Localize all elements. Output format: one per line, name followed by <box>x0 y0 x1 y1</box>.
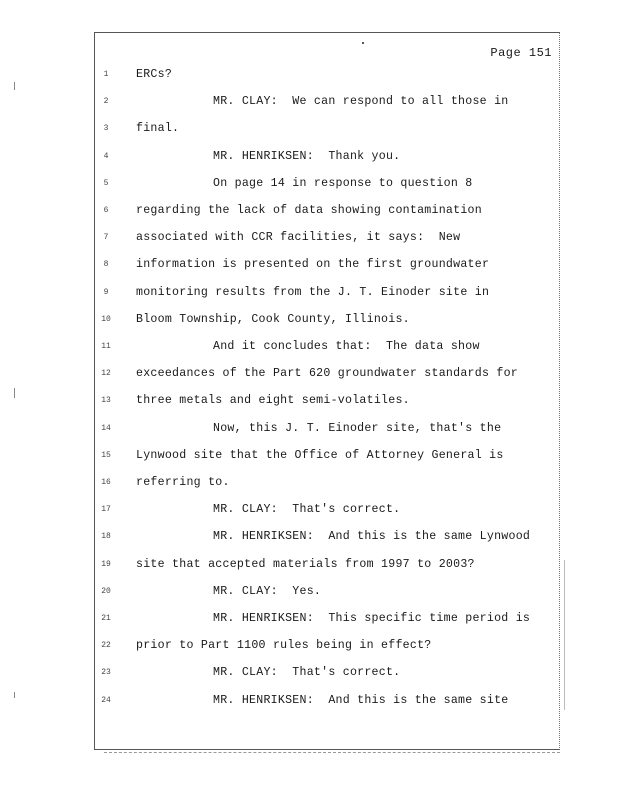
line-number: 15 <box>101 451 111 460</box>
line-number: 11 <box>101 342 111 351</box>
transcript-line <box>0 584 618 600</box>
transcript-line <box>0 203 618 219</box>
line-text: Bloom Township, Cook County, Illinois. <box>136 313 410 326</box>
line-text: exceedances of the Part 620 groundwater standards for <box>136 367 518 380</box>
line-text: MR. HENRIKSEN: This specific time period is <box>213 612 531 625</box>
line-text: final. <box>136 122 180 135</box>
line-text: Now, this J. T. Einoder site, that's the <box>213 422 502 435</box>
line-number: 1 <box>103 70 109 79</box>
line-text: ERCs? <box>136 68 173 81</box>
transcript-line <box>0 67 618 83</box>
line-text: MR. HENRIKSEN: Thank you. <box>213 150 401 163</box>
line-text: monitoring results from the J. T. Einoder site in <box>136 286 490 299</box>
line-text: Lynwood site that the Office of Attorney General is <box>136 449 504 462</box>
transcript-line <box>0 94 618 110</box>
page-bottom-rule <box>104 752 560 753</box>
line-text: MR. CLAY: Yes. <box>213 585 322 598</box>
transcript-line <box>0 366 618 382</box>
line-text: site that accepted materials from 1997 to 2003? <box>136 558 475 571</box>
scan-speck <box>362 42 364 44</box>
transcript-line <box>0 638 618 654</box>
transcript-line <box>0 557 618 573</box>
scan-margin-mark <box>564 560 565 710</box>
page-number: Page 151 <box>490 46 552 60</box>
transcript-line <box>0 339 618 355</box>
transcript-line <box>0 475 618 491</box>
line-number: 17 <box>101 505 111 514</box>
line-number: 12 <box>101 369 111 378</box>
line-number: 5 <box>103 179 109 188</box>
scan-margin-mark <box>14 82 15 90</box>
line-number: 6 <box>103 206 109 215</box>
transcript-line <box>0 393 618 409</box>
line-number: 18 <box>101 532 111 541</box>
line-text: On page 14 in response to question 8 <box>213 177 473 190</box>
transcript-line <box>0 611 618 627</box>
line-text: associated with CCR facilities, it says: New <box>136 231 461 244</box>
transcript-line <box>0 312 618 328</box>
line-number: 24 <box>101 696 111 705</box>
line-text: information is presented on the first groundwater <box>136 258 490 271</box>
line-number: 16 <box>101 478 111 487</box>
line-text: MR. CLAY: We can respond to all those in <box>213 95 509 108</box>
transcript-line <box>0 693 618 709</box>
line-number: 14 <box>101 424 111 433</box>
transcript-line <box>0 421 618 437</box>
line-text: And it concludes that: The data show <box>213 340 480 353</box>
line-text: referring to. <box>136 476 230 489</box>
transcript-line <box>0 665 618 681</box>
line-number: 22 <box>101 641 111 650</box>
transcript-line <box>0 257 618 273</box>
line-number: 2 <box>103 97 109 106</box>
line-number: 23 <box>101 668 111 677</box>
line-text: three metals and eight semi-volatiles. <box>136 394 410 407</box>
line-text: MR. CLAY: That's correct. <box>213 503 401 516</box>
transcript-line <box>0 502 618 518</box>
line-number: 3 <box>103 124 109 133</box>
transcript-line <box>0 230 618 246</box>
line-text: regarding the lack of data showing contamination <box>136 204 482 217</box>
line-text: MR. HENRIKSEN: And this is the same site <box>213 694 509 707</box>
transcript-line <box>0 285 618 301</box>
line-number: 21 <box>101 614 111 623</box>
line-number: 8 <box>103 260 109 269</box>
line-text: MR. CLAY: That's correct. <box>213 666 401 679</box>
transcript-line <box>0 448 618 464</box>
line-number: 10 <box>101 315 111 324</box>
line-number: 7 <box>103 233 109 242</box>
transcript-line <box>0 529 618 545</box>
line-number: 4 <box>103 152 109 161</box>
line-number: 20 <box>101 587 111 596</box>
line-text: prior to Part 1100 rules being in effect? <box>136 639 432 652</box>
line-number: 9 <box>103 288 109 297</box>
line-number: 13 <box>101 396 111 405</box>
line-text: MR. HENRIKSEN: And this is the same Lynwood <box>213 530 531 543</box>
line-number: 19 <box>101 560 111 569</box>
transcript-line <box>0 149 618 165</box>
transcript-line <box>0 176 618 192</box>
transcript-line <box>0 121 618 137</box>
